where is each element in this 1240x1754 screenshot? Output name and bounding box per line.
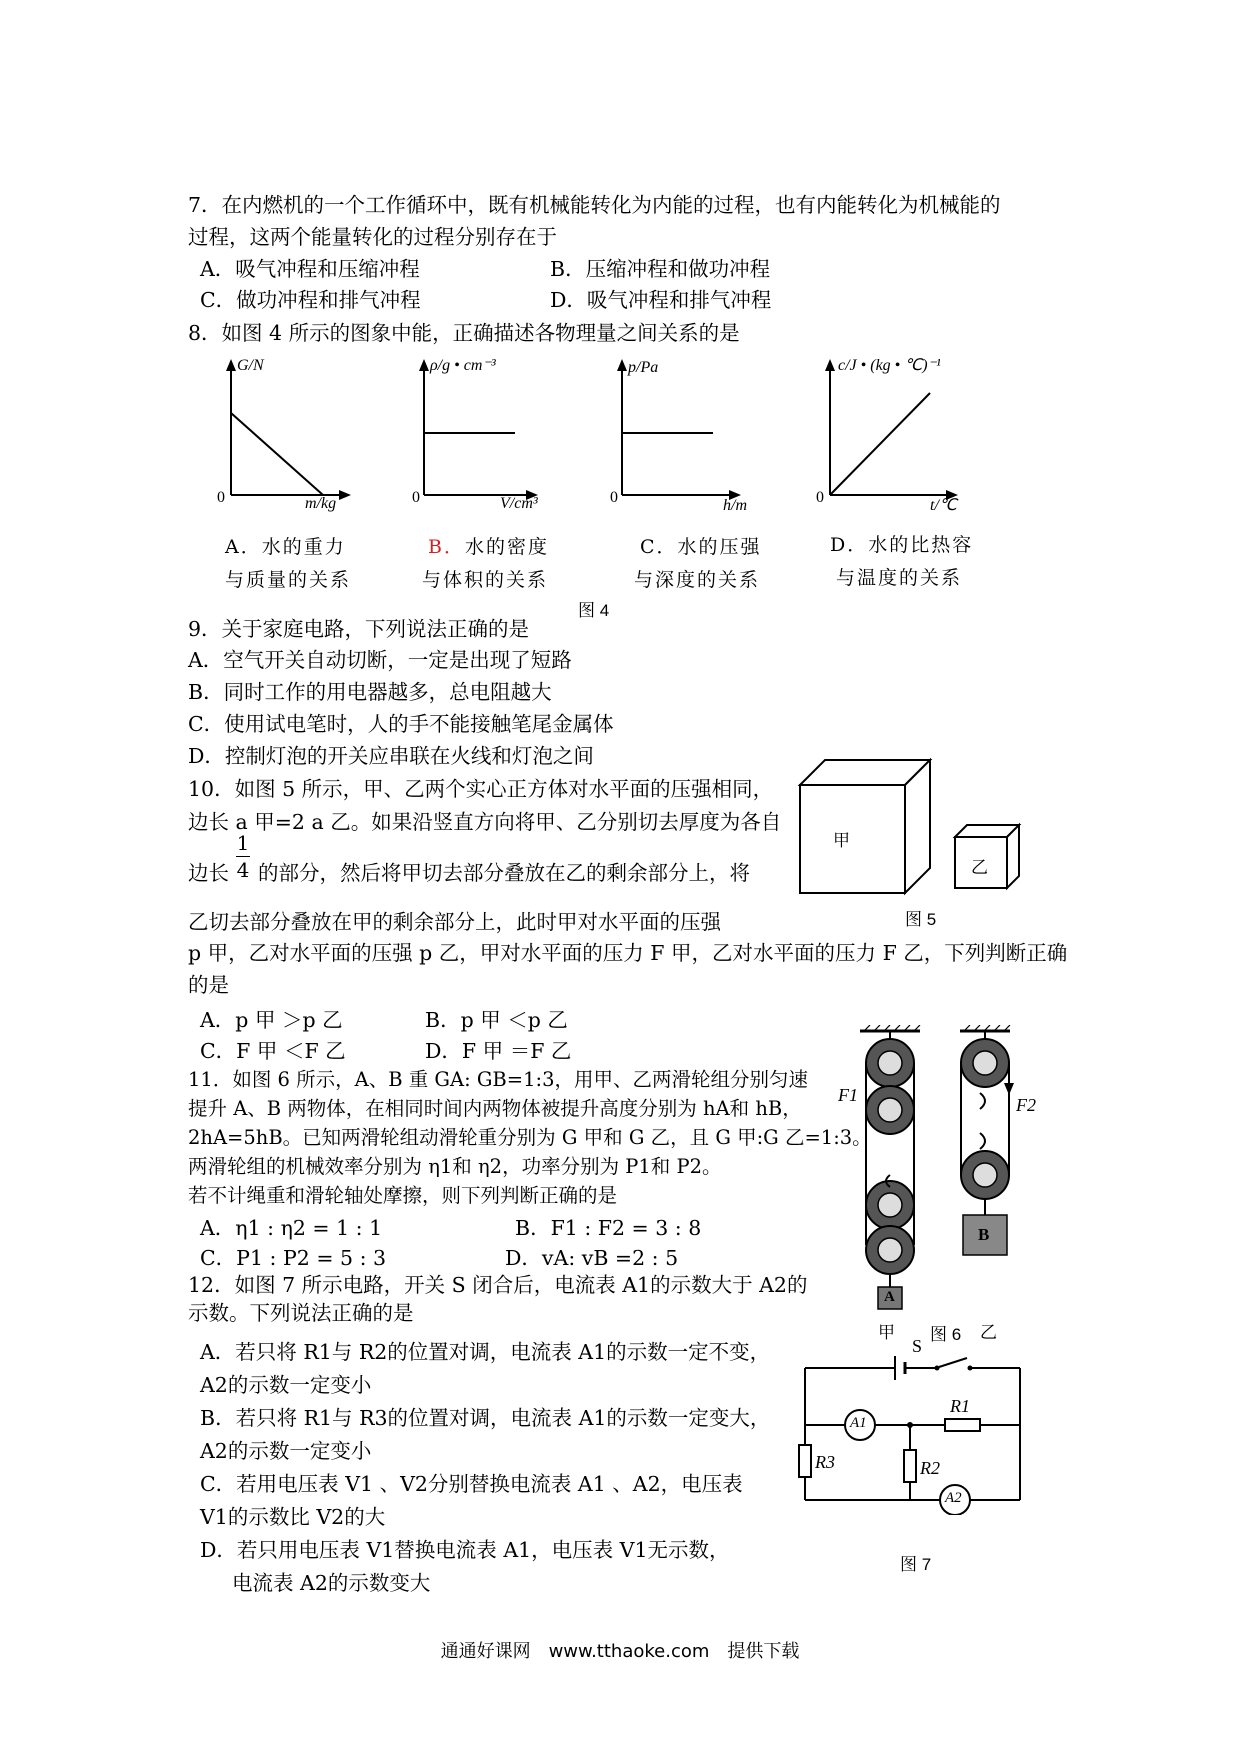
figure-4-graph-b [400, 355, 585, 515]
meter-a1-label: A1 [850, 1415, 867, 1431]
q9-stem: 9．关于家庭电路，下列说法正确的是 [188, 617, 530, 641]
q12-line1: 12．如图 7 所示电路，开关 S 闭合后，电流表 A1的示数大于 A2的 [188, 1273, 808, 1297]
meter-a2-label: A2 [945, 1490, 962, 1506]
q10-line2: 边长 a 甲=2 a 乙。如果沿竖直方向将甲、乙分别切去厚度为各自 [188, 810, 782, 834]
q11-line3: 2hA=5hB。已知两滑轮组动滑轮重分别为 G 甲和 G 乙，且 G 甲:G 乙=1:3。 [188, 1126, 872, 1149]
q12-option-a-line2: A2的示数一定变小 [200, 1373, 372, 1397]
page-footer: 通通好课网 www.tthaoke.com 提供下载 [440, 1641, 800, 1662]
q10-frac-num: 1 [236, 831, 250, 855]
graph-d-ylabel: c/J • (kg • ℃)⁻¹ [838, 357, 941, 374]
graph-d-xlabel: t/℃ [930, 497, 957, 514]
graph-c-ylabel: p/Pa [628, 359, 659, 376]
graph-d-cap-text1: 水的比热容 [868, 534, 974, 556]
figure-5 [795, 755, 1035, 905]
q10-line3-pre: 边长 [188, 861, 229, 885]
q10-option-c: C．F 甲 ＜F 乙 [200, 1039, 346, 1063]
q12-option-c-line1: C．若用电压表 V1 、V2分别替换电流表 A1 、A2，电压表 [200, 1472, 743, 1496]
graph-b-cap-letter: B． [428, 536, 465, 558]
q9-option-a: A．空气开关自动切断，一定是出现了短路 [188, 648, 572, 672]
q11-option-a: A．η1 : η2 = 1 : 1 [200, 1216, 383, 1240]
resistor-r2-label: R2 [920, 1458, 940, 1478]
figure-6-label: 图 6 [930, 1325, 962, 1344]
q9-option-c: C．使用试电笔时，人的手不能接触笔尾金属体 [188, 712, 614, 736]
graph-a-cap-text1: 水的重力 [261, 536, 346, 558]
resistor-r3-label: R3 [815, 1452, 835, 1472]
q9-option-b: B．同时工作的用电器越多，总电阻越大 [188, 680, 552, 704]
graph-b-caption2: 与体积的关系 [422, 569, 549, 591]
q7-option-d: D．吸气冲程和排气冲程 [550, 288, 772, 312]
cube-big-label: 甲 [833, 831, 850, 850]
graph-d-origin: 0 [816, 489, 824, 506]
q11-line1: 11．如图 6 所示，A、B 重 GA: GB=1:3，用甲、乙两滑轮组分别匀速 [188, 1068, 808, 1091]
q12-option-a-line1: A．若只将 R1与 R2的位置对调，电流表 A1的示数一定不变， [200, 1340, 771, 1364]
q11-option-d: D．vA: vB =2 : 5 [505, 1246, 679, 1270]
q7-stem-line1: 7．在内燃机的一个工作循环中，既有机械能转化为内能的过程，也有内能转化为机械能的 [188, 193, 1001, 217]
figure-7-label: 图 7 [900, 1555, 932, 1574]
graph-a-ylabel: G/N [237, 357, 264, 374]
q11-line4: 两滑轮组的机械效率分别为 η1和 η2，功率分别为 P1和 P2。 [188, 1155, 722, 1178]
graph-a-svg [205, 355, 390, 515]
q8-stem: 8．如图 4 所示的图象中能，正确描述各物理量之间关系的是 [188, 321, 740, 345]
q7-option-c: C．做功冲程和排气冲程 [200, 288, 421, 312]
graph-a-caption1 [225, 532, 346, 559]
graph-d-cap-letter: D． [830, 534, 869, 556]
q10-option-b: B．p 甲 ＜p 乙 [425, 1008, 568, 1032]
figure-4-label: 图 4 [578, 601, 610, 620]
figure-6 [830, 1025, 1036, 1310]
figure-6-yi-label: 乙 [980, 1323, 997, 1342]
q11-line2: 提升 A、B 两物体，在相同时间内两物体被提升高度分别为 hA和 hB， [188, 1097, 802, 1120]
q12-option-b-line1: B．若只将 R1与 R3的位置对调，电流表 A1的示数一定变大， [200, 1406, 771, 1430]
graph-c-svg [598, 355, 783, 515]
figure-7 [795, 1336, 1035, 1515]
graph-d-svg [800, 355, 985, 515]
graph-c-origin: 0 [610, 489, 618, 506]
q10-line5: p 甲，乙对水平面的压强 p 乙，甲对水平面的压力 F 甲，乙对水平面的压力 F 乙，下列判断正确 [188, 941, 1068, 965]
q10-line6: 的是 [188, 973, 229, 997]
graph-d-caption1 [830, 530, 973, 557]
graph-a-origin: 0 [217, 489, 225, 506]
q12-line2: 示数。下列说法正确的是 [188, 1301, 414, 1325]
graph-c-caption1 [640, 532, 762, 559]
graph-b-svg [400, 355, 585, 515]
q10-line4: 乙切去部分叠放在甲的剩余部分上，此时甲对水平面的压强 [188, 910, 721, 934]
force-f1-label: F1 [838, 1085, 858, 1105]
figure-4-graph-d [800, 355, 985, 515]
graph-b-xlabel: V/cm³ [500, 495, 538, 512]
figure-5-svg [795, 755, 1035, 905]
graph-b-caption1 [428, 532, 549, 559]
force-f2-label: F2 [1016, 1095, 1036, 1115]
q10-fraction [236, 830, 250, 883]
q10-line1: 10．如图 5 所示，甲、乙两个实心正方体对水平面的压强相同， [188, 777, 774, 801]
graph-a-cap-letter: A． [225, 536, 262, 558]
q12-option-d-line1: D．若只用电压表 V1替换电流表 A1，电压表 V1无示数， [200, 1538, 730, 1562]
switch-s-label: S [912, 1336, 923, 1356]
q11-option-c: C．P1 : P2 = 5 : 3 [200, 1246, 387, 1270]
cube-small-label: 乙 [971, 858, 988, 877]
q9-option-d: D．控制灯泡的开关应串联在火线和灯泡之间 [188, 744, 594, 768]
q12-option-b-line2: A2的示数一定变小 [200, 1439, 372, 1463]
q12-option-c-line2: V1的示数比 V2的大 [200, 1505, 386, 1529]
block-b-label: B [978, 1225, 990, 1244]
figure-4-graph-a [205, 355, 390, 515]
graph-c-cap-text1: 水的压强 [677, 536, 762, 558]
q7-option-b: B．压缩冲程和做功冲程 [550, 257, 771, 281]
graph-b-origin: 0 [412, 489, 420, 506]
figure-5-label: 图 5 [905, 910, 937, 929]
graph-b-cap-text1: 水的密度 [464, 536, 549, 558]
graph-c-cap-letter: C． [640, 536, 678, 558]
figure-7-svg [795, 1340, 1035, 1515]
graph-c-caption2: 与深度的关系 [634, 569, 761, 591]
figure-6-jia-label: 甲 [878, 1323, 895, 1342]
graph-c-xlabel: h/m [723, 497, 747, 514]
graph-a-xlabel: m/kg [305, 495, 337, 512]
q10-line3-post: 的部分，然后将甲切去部分叠放在乙的剩余部分上，将 [258, 861, 750, 885]
figure-6-svg [830, 1025, 1030, 1310]
resistor-r1-label: R1 [950, 1396, 970, 1416]
q12-option-d-line2: 电流表 A2的示数变大 [232, 1571, 431, 1595]
graph-d-caption2: 与温度的关系 [836, 567, 963, 589]
figure-4-graph-c [598, 355, 783, 515]
q11-option-b: B．F1 : F2 = 3 : 8 [515, 1216, 702, 1240]
block-a-label: A [884, 1289, 895, 1305]
q10-option-d: D．F 甲 ＝F 乙 [425, 1039, 572, 1063]
q7-option-a: A．吸气冲程和压缩冲程 [200, 257, 420, 281]
q10-frac-den: 4 [236, 858, 250, 882]
q7-stem-line2: 过程，这两个能量转化的过程分别存在于 [188, 225, 557, 249]
q11-line5: 若不计绳重和滑轮轴处摩擦，则下列判断正确的是 [188, 1184, 618, 1207]
q10-option-a: A．p 甲 ＞p 乙 [200, 1008, 343, 1032]
graph-b-ylabel: ρ/g • cm⁻³ [430, 357, 496, 374]
graph-a-caption2: 与质量的关系 [225, 569, 352, 591]
